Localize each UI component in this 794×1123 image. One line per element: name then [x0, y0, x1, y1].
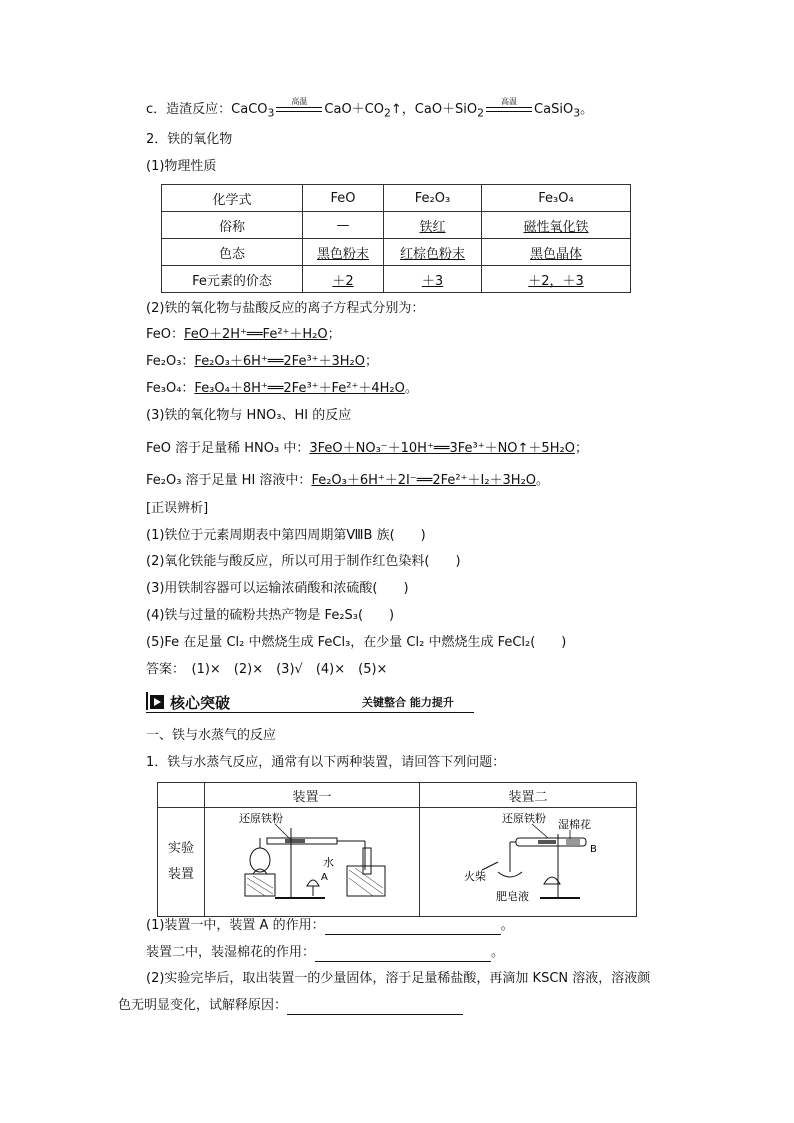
answer-blank[interactable]: [287, 1000, 463, 1015]
label-match: 火柴: [464, 870, 486, 883]
question-line: (2)实验完毕后，取出装置一的少量固体，溶于足量稀盐酸，再滴加 KSCN 溶液，溶液颜: [146, 971, 651, 986]
judgement-item: (2)氧化铁能与酸反应，所以可用于制作红色染料( ): [146, 554, 461, 569]
answer-text: ＋3: [421, 273, 444, 289]
table-cell: [158, 783, 205, 808]
punctuation: ；: [327, 327, 341, 342]
table-cell: [482, 239, 631, 266]
question-line: [146, 917, 514, 935]
table-cell: [384, 239, 482, 266]
label-iron-powder: 还原铁粉: [502, 812, 546, 825]
equation-label: Fe₂O₃ 溶于足量 HI 溶液中：: [146, 473, 312, 488]
answer-text: ＋2: [332, 273, 354, 289]
condition-label: 高温: [501, 96, 518, 106]
table-cell: Fe₃O₄: [482, 185, 631, 212]
text-segment: CaO＋CO: [324, 102, 384, 117]
iron-oxide-table: [161, 184, 631, 293]
equation-answer: FeO＋2H⁺══Fe²⁺＋H₂O: [184, 327, 328, 342]
section-heading: 2．铁的氧化物: [146, 132, 233, 147]
question-text: (1)装置一中，装置 A 的作用：: [146, 918, 325, 933]
punctuation: 。: [500, 918, 514, 933]
question-text: 装置二中，装湿棉花的作用：: [146, 945, 316, 960]
table-cell: Fe元素的价态: [162, 266, 303, 293]
table-row: [162, 185, 631, 212]
equation-label: Fe₂O₃：: [146, 354, 195, 369]
question-line: [118, 997, 463, 1015]
punctuation: 。: [491, 945, 505, 960]
subsection-heading: (3)铁的氧化物与 HNO₃、HI 的反应: [146, 408, 352, 423]
question-intro: 1．铁与水蒸气反应，通常有以下两种装置，请回答下列问题：: [146, 755, 506, 770]
judgement-item: (3)用铁制容器可以运输浓硝酸和浓硫酸( ): [146, 581, 409, 596]
answer-text: 黑色晶体: [529, 246, 582, 262]
play-triangle-icon: [150, 695, 164, 709]
table-cell: 装置二: [420, 783, 637, 808]
row-label: 装置: [167, 867, 194, 882]
label-soap: 肥皂液: [496, 890, 529, 903]
subscript: 2: [384, 106, 391, 120]
section-tag: [正误辨析]: [146, 501, 209, 516]
condition-arrow: [486, 96, 532, 115]
subsection-heading: (1)物理性质: [146, 159, 217, 174]
answer-text: 铁红: [419, 219, 446, 235]
answer-blank[interactable]: [315, 947, 491, 962]
table-cell: —: [303, 212, 384, 239]
table-cell: 化学式: [162, 185, 303, 212]
row-label: 实验: [167, 841, 194, 856]
label-wet-cotton: 湿棉花: [558, 818, 591, 831]
equation-answer: 3FeO＋NO₃⁻＋10H⁺══3Fe³⁺＋NO↑＋5H₂O: [309, 441, 575, 456]
label-iron-powder: 还原铁粉: [239, 812, 283, 825]
banner-subtitle: 关键整合 能力提升: [362, 696, 454, 709]
table-cell: [303, 266, 384, 293]
equation-answer: Fe₂O₃＋6H⁺══2Fe³⁺＋3H₂O: [194, 354, 366, 369]
table-cell: Fe₂O₃: [384, 185, 482, 212]
table-row: [162, 266, 631, 293]
table-cell: [158, 808, 205, 917]
judgement-item: (1)铁位于元素周期表中第四周期第ⅧB 族( ): [146, 528, 426, 543]
equation-label: FeO：: [146, 327, 184, 342]
answer-text: 磁性氧化铁: [523, 219, 589, 235]
subscript: 2: [477, 106, 485, 120]
table-row: [158, 808, 637, 917]
label-water: 水: [323, 856, 334, 869]
equation-label: FeO 溶于足量稀 HNO₃ 中：: [146, 441, 310, 456]
slag-reaction-line: [146, 96, 594, 123]
table-cell: 俗称: [162, 212, 303, 239]
equation-line: [146, 326, 341, 344]
table-row: [162, 212, 631, 239]
answer-text: ＋2，＋3: [528, 273, 584, 289]
table-cell: 色态: [162, 239, 303, 266]
subscript: 3: [267, 106, 275, 120]
table-cell: [420, 808, 637, 917]
question-line: [146, 944, 504, 962]
answer-blank[interactable]: [325, 920, 501, 935]
table-cell: [205, 808, 420, 917]
table-cell: [482, 212, 631, 239]
equation-line: [146, 472, 549, 490]
judgement-item: (5)Fe 在足量 Cl₂ 中燃烧生成 FeCl₃，在少量 Cl₂ 中燃烧生成 FeCl₂( ): [146, 635, 567, 650]
apparatus-two-diagram: [420, 808, 636, 912]
label-a: A: [321, 872, 328, 883]
equation-answer: Fe₃O₄＋8H⁺══2Fe³⁺＋Fe²⁺＋4H₂O: [194, 381, 405, 396]
table-cell: [303, 239, 384, 266]
answer-text: 红棕色粉末: [399, 246, 465, 262]
text-segment: 。: [580, 102, 594, 117]
label-b: B: [590, 844, 597, 855]
equation-line: [146, 380, 418, 398]
equation-label: Fe₃O₄：: [146, 381, 195, 396]
equation-answer: Fe₂O₃＋6H⁺＋2I⁻══2Fe²⁺＋I₂＋3H₂O: [311, 473, 537, 488]
punctuation: ；: [574, 441, 588, 456]
answer-line: 答案： (1)× (2)× (3)√ (4)× (5)×: [146, 662, 388, 677]
equation-line: [146, 440, 588, 458]
subscript: 3: [573, 106, 581, 120]
punctuation: ；: [365, 354, 379, 369]
table-cell: [482, 266, 631, 293]
table-cell: FeO: [303, 185, 384, 212]
section-banner: [146, 692, 474, 714]
punctuation: 。: [404, 381, 418, 396]
text-segment: CaSiO: [534, 102, 574, 117]
apparatus-table: [157, 782, 637, 917]
text-segment: c．造渣反应：CaCO: [146, 102, 268, 117]
judgement-item: (4)铁与过量的硫粉共热产物是 Fe₂S₃( ): [146, 608, 395, 623]
equation-line: [146, 353, 378, 371]
table-cell: 装置一: [205, 783, 420, 808]
table-row: [162, 239, 631, 266]
answer-text: 黑色粉末: [316, 246, 369, 262]
table-cell: [384, 266, 482, 293]
punctuation: 。: [536, 473, 550, 488]
table-row: [158, 783, 637, 808]
banner-title: 核心突破: [170, 694, 231, 712]
question-text: 色无明显变化，试解释原因：: [118, 998, 288, 1013]
condition-label: 高温: [291, 96, 308, 106]
section-heading: 一、铁与水蒸气的反应: [146, 728, 277, 743]
subsection-heading: (2)铁的氧化物与盐酸反应的离子方程式分别为：: [146, 301, 425, 316]
apparatus-one-diagram: [205, 808, 419, 912]
condition-arrow: [276, 96, 322, 115]
table-cell: [384, 212, 482, 239]
text-segment: ↑，CaO＋SiO: [390, 102, 478, 117]
